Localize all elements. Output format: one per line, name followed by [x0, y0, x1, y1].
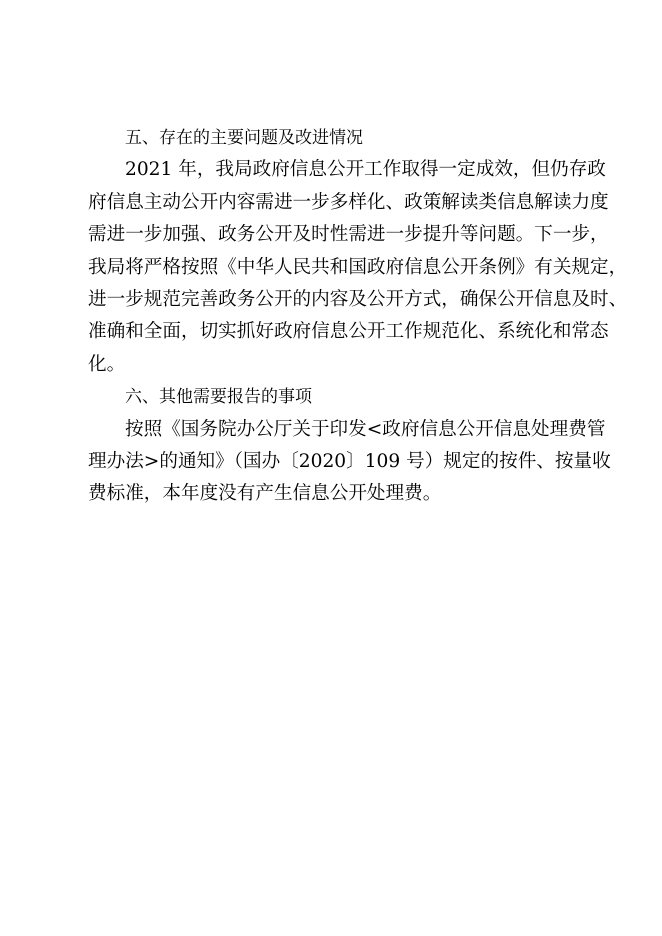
section-6-heading: 六、其他需要报告的事项 — [125, 387, 312, 408]
paragraph-line: 准确和全面，切实抓好政府信息公开工作规范化、系统化和常态 — [88, 321, 609, 343]
paragraph-line: 府信息主动公开内容需进一步多样化、政策解读类信息解读力度 — [88, 191, 609, 213]
paragraph-line: 按照《国务院办公厅关于印发<政府信息公开信息处理费管 — [125, 418, 606, 440]
paragraph-line: 需进一步加强、政务公开及时性需进一步提升等问题。下一步， — [88, 224, 609, 246]
paragraph-line: 理办法>的通知》（国办〔2020〕109 号）规定的按件、按量收 — [88, 450, 611, 472]
paragraph-line: 进一步规范完善政务公开的内容及公开方式，确保公开信息及时、 — [88, 288, 628, 310]
section-6-paragraph — [88, 414, 611, 511]
document-body — [88, 122, 628, 511]
paragraph-line: 我局将严格按照《中华人民共和国政府信息公开条例》有关规定， — [88, 256, 628, 278]
paragraph-line: 2021 年，我局政府信息公开工作取得一定成效，但仍存政 — [125, 159, 606, 181]
section-5-paragraph — [88, 154, 628, 381]
section-5-heading: 五、存在的主要问题及改进情况 — [125, 128, 363, 148]
paragraph-line: 化。 — [88, 353, 126, 375]
paragraph-line: 费标准，本年度没有产生信息公开处理费。 — [88, 483, 442, 505]
